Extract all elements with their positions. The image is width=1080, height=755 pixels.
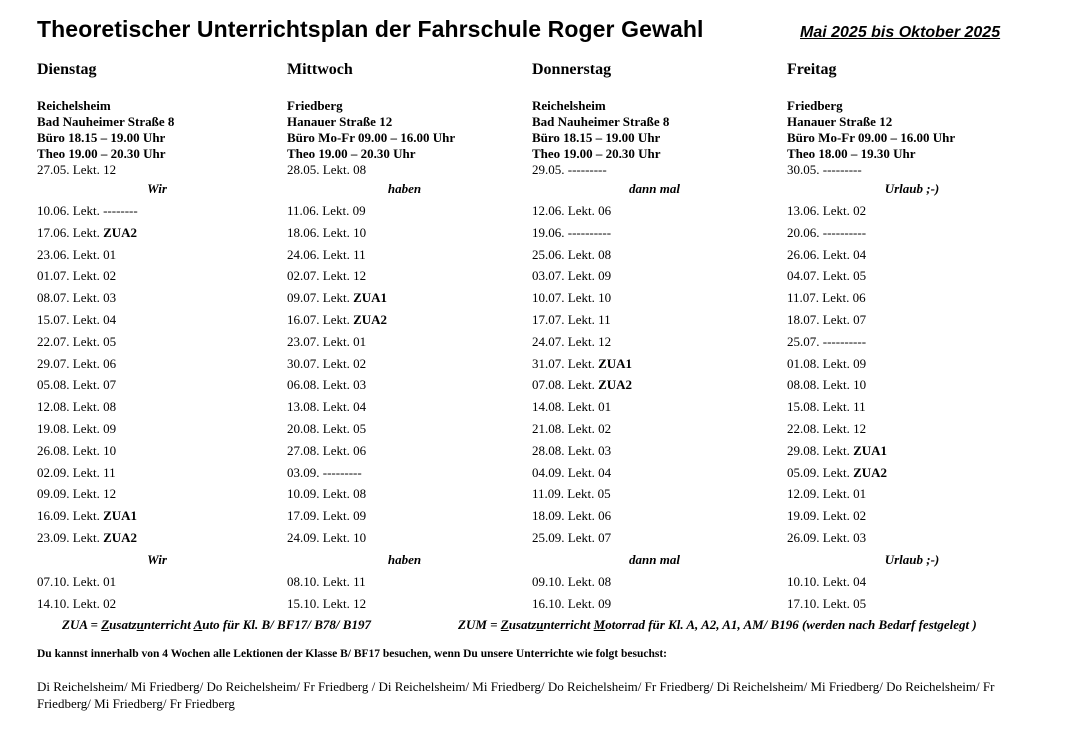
theory-hours: Theo 19.00 – 20.30 Uhr	[37, 146, 166, 161]
schedule-entry	[287, 200, 522, 222]
first-entry: 28.05. Lekt. 08	[287, 162, 367, 177]
entry-lesson: 10	[353, 224, 367, 240]
entry-lesson: 02	[598, 420, 612, 436]
schedule-entry	[37, 222, 277, 244]
entry-lesson: 02	[853, 508, 867, 524]
entry-lesson: 01	[853, 486, 867, 502]
schedule-entry	[532, 287, 777, 309]
entry-date: 18.07. Lekt.	[787, 311, 850, 327]
schedule-entry	[37, 244, 277, 266]
schedule-entry	[787, 374, 1037, 396]
entry-date: 03.09.	[287, 464, 320, 480]
entry-lesson: 05	[853, 595, 867, 611]
schedule-entry	[287, 374, 522, 396]
entry-lesson: 08	[353, 486, 367, 502]
entry-lesson: ZUA2	[853, 464, 888, 480]
schedule-entry	[37, 374, 277, 396]
entry-lesson: 01	[103, 573, 117, 589]
first-entry: 30.05. ---------	[787, 162, 862, 177]
schedule-entry	[287, 244, 522, 266]
entry-lesson: 06	[852, 290, 866, 306]
schedule-entry	[532, 593, 777, 615]
schedule-entry	[287, 287, 522, 309]
entry-date: 22.08. Lekt.	[787, 420, 850, 436]
entry-date: 11.09. Lekt.	[532, 486, 595, 502]
entry-lesson: 12	[353, 595, 367, 611]
entry-lesson: ZUA2	[598, 377, 633, 393]
schedule-entry	[287, 462, 522, 484]
office-hours: Büro Mo-Fr 09.00 – 16.00 Uhr	[787, 130, 956, 145]
entry-lesson: ZUA1	[598, 355, 633, 371]
schedule-entry	[37, 396, 277, 418]
entry-lesson: 04	[853, 246, 867, 262]
schedule-entry	[287, 418, 522, 440]
entry-lesson: ZUA1	[103, 508, 138, 524]
day-heading: Donnerstag	[532, 61, 612, 78]
schedule-entry	[287, 483, 522, 505]
entry-date: 17.06. Lekt.	[37, 224, 100, 240]
schedule-entry	[37, 200, 277, 222]
entry-lesson: 07	[103, 377, 117, 393]
schedule-entry	[787, 483, 1037, 505]
entry-lesson: 06	[598, 508, 612, 524]
entry-date: 17.10. Lekt.	[787, 595, 850, 611]
entry-date: 04.07. Lekt.	[787, 268, 850, 284]
schedule-entry	[37, 353, 277, 375]
separator-text: dann mal	[629, 181, 680, 196]
office-hours: Büro Mo-Fr 09.00 – 16.00 Uhr	[287, 130, 456, 145]
schedule-entry	[532, 505, 777, 527]
schedule-entry	[287, 222, 522, 244]
theory-hours: Theo 19.00 – 20.30 Uhr	[532, 146, 661, 161]
entry-date: 23.09. Lekt.	[37, 529, 100, 545]
entry-date: 02.07. Lekt.	[287, 268, 350, 284]
day-heading: Dienstag	[37, 61, 97, 78]
entry-lesson: 08	[103, 399, 117, 415]
entry-lesson: 09	[353, 508, 367, 524]
entry-lesson: 02	[853, 203, 867, 218]
entry-date: 20.06.	[787, 224, 820, 240]
entry-date: 02.09. Lekt.	[37, 464, 100, 480]
entry-lesson: ---------	[322, 464, 362, 480]
entry-lesson: 02	[353, 355, 367, 371]
legend-zum-text: ZUM = Zusatzunterricht Motorrad für Kl. A, A2, A1, AM/ B196 (werden nach Bedarf festgelegt )	[458, 617, 977, 632]
schedule-entry	[532, 222, 777, 244]
entry-lesson: ----------	[822, 333, 867, 349]
theory-hours: Theo 19.00 – 20.30 Uhr	[287, 146, 416, 161]
legend-zua-text: ZUA = Zusatzunterricht Auto für Kl. B/ BF17/ B78/ B197	[62, 617, 371, 632]
entry-lesson: ZUA2	[353, 311, 388, 327]
entry-date: 26.06. Lekt.	[787, 246, 850, 262]
entry-date: 08.10. Lekt.	[287, 573, 350, 589]
office-hours: Büro 18.15 – 19.00 Uhr	[532, 130, 661, 145]
entry-date: 04.09. Lekt.	[532, 464, 595, 480]
entry-date: 12.06. Lekt.	[532, 203, 595, 218]
entry-date: 10.10. Lekt.	[787, 573, 850, 589]
entry-date: 16.09. Lekt.	[37, 508, 100, 524]
entry-lesson: 05	[103, 333, 117, 349]
schedule-entry	[787, 287, 1037, 309]
entry-date: 01.08. Lekt.	[787, 355, 850, 371]
entry-lesson: 04	[353, 399, 367, 415]
entry-lesson: 05	[597, 486, 611, 502]
entry-date: 12.08. Lekt.	[37, 399, 100, 415]
entry-date: 03.07. Lekt.	[532, 268, 595, 284]
schedule-entry	[37, 331, 277, 353]
entry-date: 29.07. Lekt.	[37, 355, 100, 371]
schedule-entry	[532, 200, 777, 222]
entry-date: 19.06.	[532, 224, 565, 240]
entry-date: 09.10. Lekt.	[532, 573, 595, 589]
schedule-entry	[787, 396, 1037, 418]
entry-date: 30.07. Lekt.	[287, 355, 350, 371]
address: Hanauer Straße 12	[287, 114, 393, 129]
schedule-entry	[532, 462, 777, 484]
entry-lesson: 09	[352, 203, 366, 218]
entry-date: 20.08. Lekt.	[287, 420, 350, 436]
entry-date: 12.09. Lekt.	[787, 486, 850, 502]
entry-lesson: --------	[103, 203, 138, 218]
schedule-entry	[787, 440, 1037, 462]
entry-date: 11.07. Lekt.	[787, 290, 850, 306]
entry-lesson: 09	[103, 420, 117, 436]
column-freitag	[787, 60, 1037, 614]
day-heading: Mittwoch	[287, 61, 353, 78]
entry-date: 10.09. Lekt.	[287, 486, 350, 502]
info-text: Du kannst innerhalb von 4 Wochen alle Lektionen der Klasse B/ BF17 besuchen, wenn Du unsere Unterrichte wie folgt besuchst:	[37, 648, 667, 660]
entry-lesson: ZUA2	[103, 529, 138, 545]
entry-lesson: 01	[103, 246, 117, 262]
entry-date: 24.09. Lekt.	[287, 529, 350, 545]
schedule-entry	[37, 265, 277, 287]
entry-lesson: 04	[853, 573, 867, 589]
column-mittwoch	[287, 60, 522, 614]
entry-date: 25.09. Lekt.	[532, 529, 595, 545]
schedule-entry	[37, 287, 277, 309]
entry-date: 10.06. Lekt.	[37, 203, 100, 218]
address: Hanauer Straße 12	[787, 114, 893, 129]
theory-hours: Theo 18.00 – 19.30 Uhr	[787, 146, 916, 161]
schedule-entry	[532, 374, 777, 396]
entry-lesson: 11	[853, 399, 866, 415]
entry-date: 22.07. Lekt.	[37, 333, 100, 349]
schedule-entry	[287, 571, 522, 593]
entry-date: 23.07. Lekt.	[287, 333, 350, 349]
entry-date: 16.07. Lekt.	[287, 311, 350, 327]
schedule-entry	[532, 440, 777, 462]
entry-date: 09.07. Lekt.	[287, 290, 350, 306]
first-entry: 27.05. Lekt. 12	[37, 162, 117, 177]
schedule-entry	[532, 353, 777, 375]
separator-text: Wir	[147, 181, 167, 196]
entry-lesson: 11	[353, 573, 366, 589]
entry-lesson: ----------	[822, 224, 867, 240]
schedule-entry	[287, 331, 522, 353]
entry-lesson: 12	[853, 420, 867, 436]
column-donnerstag	[532, 60, 777, 614]
entry-lesson: 01	[598, 399, 612, 415]
schedule-entry	[787, 418, 1037, 440]
schedule-entry	[37, 505, 277, 527]
entry-lesson: 05	[853, 268, 867, 284]
schedule-entry	[787, 571, 1037, 593]
schedule-entry	[787, 222, 1037, 244]
entry-lesson: 11	[103, 464, 116, 480]
entry-lesson: 02	[103, 268, 117, 284]
schedule-entry	[787, 353, 1037, 375]
entry-date: 07.10. Lekt.	[37, 573, 100, 589]
legend-zua	[62, 617, 371, 633]
route-text: Di Reichelsheim/ Mi Friedberg/ Do Reichelsheim/ Fr Friedberg / Di Reichelsheim/ Mi Friedberg/ Do Reichelsheim/ Fr Friedberg/ Di Reichelsheim/ Mi Friedberg/ Do Reichelsheim/ Fr Friedberg/ Mi Friedberg/ Fr Friedberg	[37, 679, 995, 711]
schedule-entry	[787, 505, 1037, 527]
location: Reichelsheim	[532, 98, 606, 113]
entry-lesson: 08	[598, 573, 612, 589]
entry-date: 26.08. Lekt.	[37, 442, 100, 458]
first-entry: 29.05. ---------	[532, 162, 607, 177]
column-dienstag	[37, 60, 277, 614]
separator-text: Wir	[147, 551, 167, 567]
schedule-entry	[532, 483, 777, 505]
schedule-period: Mai 2025 bis Oktober 2025	[800, 24, 1001, 41]
entry-date: 05.09. Lekt.	[787, 464, 850, 480]
entry-date: 07.08. Lekt.	[532, 377, 595, 393]
entry-lesson: 09	[598, 268, 612, 284]
entry-lesson: 02	[103, 595, 117, 611]
entry-lesson: 10	[853, 377, 867, 393]
entry-lesson: 10	[353, 529, 367, 545]
schedule-entry	[287, 593, 522, 615]
location: Friedberg	[287, 98, 343, 113]
entry-lesson: 04	[598, 464, 612, 480]
entry-lesson: 06	[353, 442, 367, 458]
location: Friedberg	[787, 98, 843, 113]
entry-lesson: ZUA2	[103, 224, 138, 240]
entry-lesson: 10	[598, 290, 612, 306]
entry-date: 17.09. Lekt.	[287, 508, 350, 524]
schedule-entry	[287, 309, 522, 331]
schedule-entry	[532, 244, 777, 266]
schedule-entry	[787, 200, 1037, 222]
entry-date: 14.08. Lekt.	[532, 399, 595, 415]
schedule-entry	[532, 527, 777, 549]
separator-text: haben	[387, 181, 422, 196]
entry-date: 15.10. Lekt.	[287, 595, 350, 611]
entry-lesson: 03	[103, 290, 117, 306]
entry-lesson: ZUA1	[353, 290, 388, 306]
location: Reichelsheim	[37, 98, 111, 113]
address: Bad Nauheimer Straße 8	[37, 114, 175, 129]
entry-lesson: 07	[598, 529, 612, 545]
entry-date: 23.06. Lekt.	[37, 246, 100, 262]
schedule-entry	[37, 527, 277, 549]
entry-lesson: ----------	[567, 224, 612, 240]
page-title: Theoretischer Unterrichtsplan der Fahrschule Roger Gewahl	[37, 16, 704, 42]
entry-date: 10.07. Lekt.	[532, 290, 595, 306]
entry-lesson: ZUA1	[853, 442, 888, 458]
schedule-entry	[37, 462, 277, 484]
schedule-entry	[787, 527, 1037, 549]
entry-date: 18.09. Lekt.	[532, 508, 595, 524]
entry-date: 27.08. Lekt.	[287, 442, 350, 458]
entry-date: 08.07. Lekt.	[37, 290, 100, 306]
entry-lesson: 12	[103, 486, 117, 502]
schedule-entry	[37, 418, 277, 440]
schedule-entry	[37, 593, 277, 615]
separator-text: Urlaub ;-)	[884, 551, 940, 567]
entry-lesson: 12	[598, 333, 612, 349]
day-heading: Freitag	[787, 61, 837, 78]
entry-date: 24.07. Lekt.	[532, 333, 595, 349]
entry-date: 15.07. Lekt.	[37, 311, 100, 327]
schedule-entry	[532, 331, 777, 353]
entry-date: 01.07. Lekt.	[37, 268, 100, 284]
schedule-entry	[287, 505, 522, 527]
entry-date: 28.08. Lekt.	[532, 442, 595, 458]
entry-lesson: 03	[353, 377, 367, 393]
entry-date: 25.06. Lekt.	[532, 246, 595, 262]
entry-lesson: 04	[103, 311, 117, 327]
schedule-entry	[37, 309, 277, 331]
entry-date: 13.06. Lekt.	[787, 203, 850, 218]
separator-text: dann mal	[629, 551, 680, 567]
schedule-entry	[287, 265, 522, 287]
schedule-entry	[787, 462, 1037, 484]
entry-lesson: 07	[853, 311, 867, 327]
entry-date: 08.08. Lekt.	[787, 377, 850, 393]
entry-date: 29.08. Lekt.	[787, 442, 850, 458]
schedule-entry	[787, 265, 1037, 287]
schedule-entry	[532, 309, 777, 331]
schedule-entry	[37, 571, 277, 593]
schedule-entry	[532, 265, 777, 287]
schedule-entry	[787, 309, 1037, 331]
schedule-entry	[287, 396, 522, 418]
entry-date: 13.08. Lekt.	[287, 399, 350, 415]
entry-date: 24.06. Lekt.	[287, 246, 350, 262]
entry-date: 17.07. Lekt.	[532, 311, 595, 327]
schedule-entry	[37, 440, 277, 462]
separator-text: haben	[387, 551, 422, 567]
entry-lesson: 05	[353, 420, 367, 436]
entry-date: 14.10. Lekt.	[37, 595, 100, 611]
entry-date: 18.06. Lekt.	[287, 224, 350, 240]
entry-lesson: 06	[598, 203, 612, 218]
entry-lesson: 03	[598, 442, 612, 458]
schedule-entry	[37, 483, 277, 505]
entry-date: 21.08. Lekt.	[532, 420, 595, 436]
schedule-entry	[787, 331, 1037, 353]
entry-lesson: 08	[598, 246, 612, 262]
entry-date: 19.09. Lekt.	[787, 508, 850, 524]
entry-date: 05.08. Lekt.	[37, 377, 100, 393]
entry-lesson: 01	[353, 333, 367, 349]
schedule-entry	[787, 244, 1037, 266]
entry-date: 11.06. Lekt.	[287, 203, 350, 218]
schedule-entry	[532, 418, 777, 440]
address: Bad Nauheimer Straße 8	[532, 114, 670, 129]
entry-lesson: 09	[853, 355, 867, 371]
schedule-entry	[287, 440, 522, 462]
entry-date: 19.08. Lekt.	[37, 420, 100, 436]
entry-date: 26.09. Lekt.	[787, 529, 850, 545]
entry-lesson: 12	[353, 268, 367, 284]
separator-text: Urlaub ;-)	[884, 181, 940, 196]
schedule-entry	[287, 527, 522, 549]
entry-date: 06.08. Lekt.	[287, 377, 350, 393]
schedule-entry	[532, 396, 777, 418]
schedule-entry	[287, 353, 522, 375]
schedule-entry	[787, 593, 1037, 615]
entry-date: 31.07. Lekt.	[532, 355, 595, 371]
entry-lesson: 11	[353, 246, 366, 262]
entry-lesson: 06	[103, 355, 117, 371]
entry-lesson: 11	[598, 311, 611, 327]
entry-lesson: 03	[853, 529, 867, 545]
entry-lesson: 10	[103, 442, 117, 458]
entry-lesson: 09	[598, 595, 612, 611]
schedule-entry	[532, 571, 777, 593]
entry-date: 25.07.	[787, 333, 820, 349]
legend-zum	[458, 617, 977, 633]
entry-date: 09.09. Lekt.	[37, 486, 100, 502]
entry-date: 15.08. Lekt.	[787, 399, 850, 415]
office-hours: Büro 18.15 – 19.00 Uhr	[37, 130, 166, 145]
entry-date: 16.10. Lekt.	[532, 595, 595, 611]
